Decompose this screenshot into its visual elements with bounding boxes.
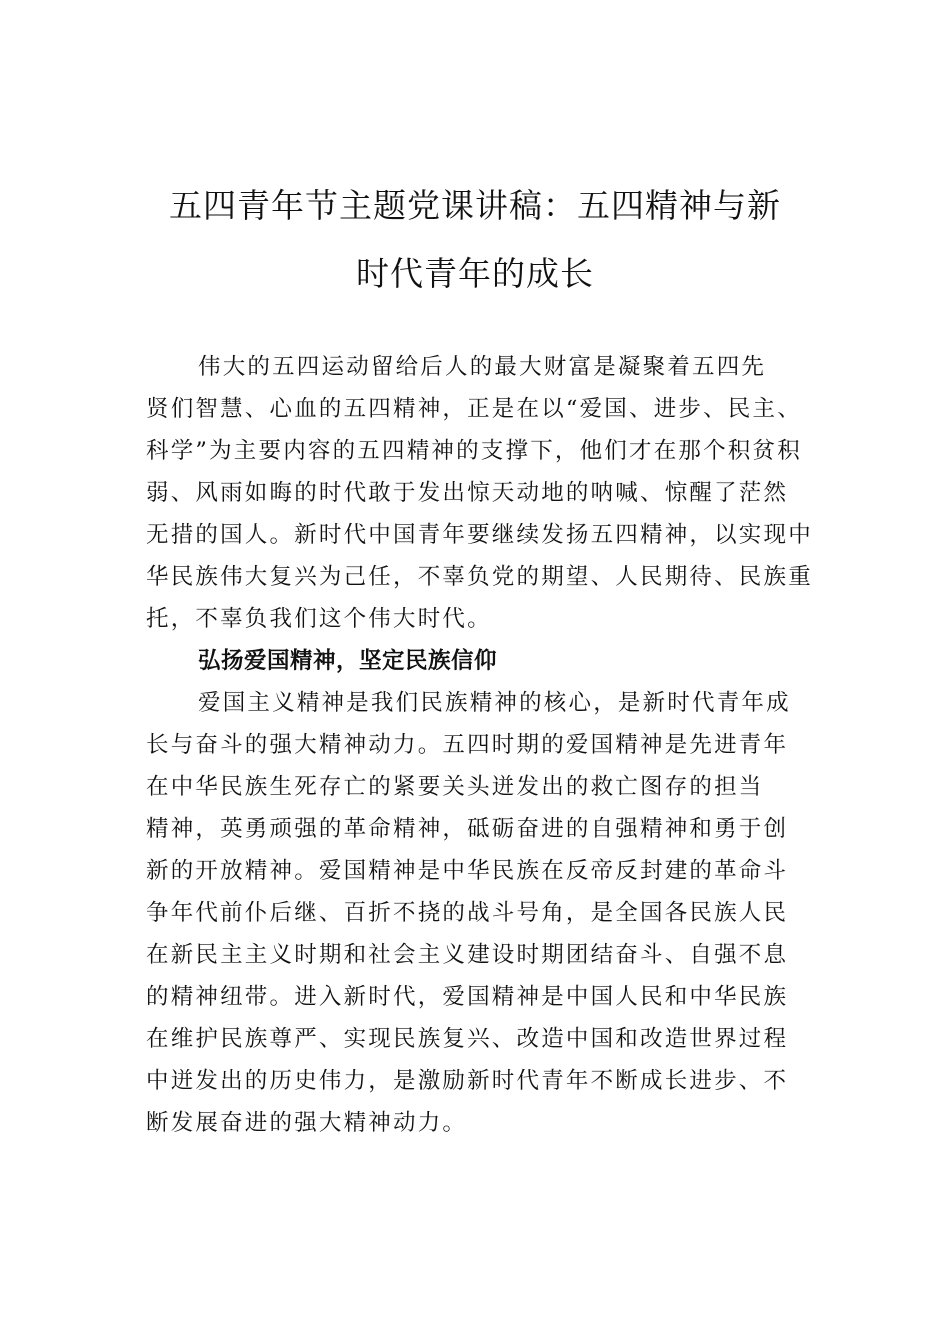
text-line: 中迸发出的历史伟力，是激励新时代青年不断成长进步、不 — [146, 1068, 789, 1094]
text-line: 贤们智慧、心血的五四精神，正是在以“爱国、进步、民主、 — [146, 396, 802, 422]
text-line: 伟大的五四运动留给后人的最大财富是凝聚着五四先 — [198, 354, 767, 380]
text-line: 华民族伟大复兴为己任，不辜负党的期望、人民期待、民族重 — [146, 564, 813, 590]
text-line: 在中华民族生死存亡的紧要关头迸发出的救亡图存的担当 — [146, 774, 764, 800]
text-line: 科学”为主要内容的五四精神的支撑下，他们才在那个积贫积 — [146, 438, 802, 464]
paragraph-patriotism — [146, 682, 826, 1144]
text-line: 精神，英勇顽强的革命精神，砥砺奋进的自强精神和勇于创 — [146, 816, 789, 842]
text-line: 的精神纽带。进入新时代，爱国精神是中国人民和中华民族 — [146, 984, 789, 1010]
text-line: 爱国主义精神是我们民族精神的核心，是新时代青年成 — [198, 690, 791, 716]
paragraph-intro — [146, 346, 826, 640]
title-line: 五四青年节主题党课讲稿：五四精神与新 — [169, 186, 781, 225]
text-line: 在新民主主义时期和社会主义建设时期团结奋斗、自强不息 — [146, 942, 789, 968]
section-heading: 弘扬爱国精神，坚定民族信仰 — [198, 648, 498, 674]
text-line: 长与奋斗的强大精神动力。五四时期的爱国精神是先进青年 — [146, 732, 789, 758]
text-line: 新的开放精神。爱国精神是中华民族在反帝反封建的革命斗 — [146, 858, 789, 884]
text-line: 无措的国人。新时代中国青年要继续发扬五四精神，以实现中 — [146, 522, 813, 548]
title-line: 时代青年的成长 — [356, 254, 594, 293]
text-line: 争年代前仆后继、百折不挠的战斗号角，是全国各民族人民 — [146, 900, 789, 926]
document-body — [146, 346, 826, 1144]
document-title — [120, 172, 830, 308]
text-line: 托，不辜负我们这个伟大时代。 — [146, 606, 492, 632]
text-line: 断发展奋进的强大精神动力。 — [146, 1110, 468, 1136]
text-line: 在维护民族尊严、实现民族复兴、改造中国和改造世界过程 — [146, 1026, 789, 1052]
text-line: 弱、风雨如晦的时代敢于发出惊天动地的呐喊、惊醒了茫然 — [146, 480, 789, 506]
